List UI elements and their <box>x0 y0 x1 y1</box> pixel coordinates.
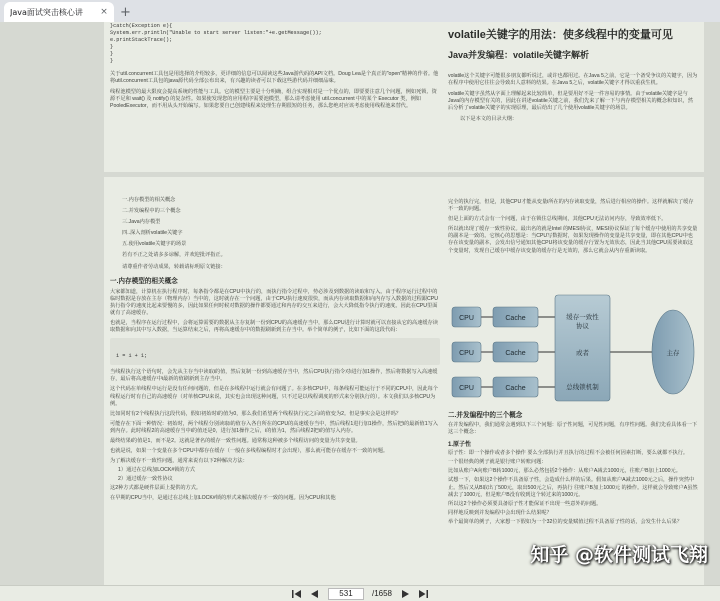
paragraph: 以下是本文的目录大纲： <box>460 116 518 123</box>
paragraph: 可能存在下面一种情况：初始时，两个线程分别读取i的值存入各自所在的CPU的高速缓存当中，然后线程1进行加1操作，然后把i的最新值1写入到内存。此时线程2的高速缓存当中i的值还是0，进行加1操作之后，i的值为1，然后线程2把i的值写入内存。 <box>110 420 438 434</box>
toc-note: 若有不正之处请多多谅解，并欢迎批评指正。 <box>122 252 226 259</box>
paragraph: 为了解决缓存不一致性问题，通常来说有以下2种解决方法： <box>110 458 248 465</box>
page-right-column <box>448 22 698 172</box>
svg-text:CPU: CPU <box>459 315 474 322</box>
new-tab-button[interactable]: + <box>120 5 131 20</box>
table-of-contents <box>110 177 440 271</box>
last-page-button[interactable] <box>418 589 428 599</box>
code-block <box>110 338 440 365</box>
article-subtitle: Java并发编程：volatile关键字解析 <box>448 50 590 60</box>
toc-item[interactable]: 四..深入剖析volatile关键字 <box>122 230 183 237</box>
paragraph: 一个很经典的例子就是银行账户转账问题： <box>448 459 547 466</box>
protocol-label: 缓存一致性协议 <box>566 313 599 330</box>
paragraph: 试想一下，如果这2个操作不具备原子性，会造成什么样的后果。假如从账户A减去1000元之后，操作突然中止。然后又从B取出了500元，取出500元之后，再执行 往账户B加上1000元 的操作。这样就会导致账户A虽然减去了1000元，但是账户B没有收到这个转过来的1000元。 <box>448 477 698 498</box>
browser-tab[interactable] <box>4 2 114 22</box>
page-right-column <box>448 177 698 585</box>
code-line: } <box>110 51 114 57</box>
paragraph: 当线程执行这个语句时，会先从主存当中读取i的值，然后复制一份到高速缓存当中，然后CPU执行指令对i进行加1操作，然后将数据写入高速缓存，最后将高速缓存中i最新的值刷新到主存当中。 <box>110 369 438 383</box>
page-left-column <box>110 22 440 172</box>
code-line: System.err.println("Unable to start server listen:"+e.getMessage()); <box>110 30 322 36</box>
page-left-column <box>110 177 440 585</box>
paragraph: 完全的执行完，但是，其他CPU才能从变量i所在的内存读取变量，然后进行相应的操作。这样就解决了缓存不一致的问题。 <box>448 199 694 213</box>
main-memory-ellipse <box>652 310 694 394</box>
close-tab-icon[interactable]: × <box>100 7 108 17</box>
cache-coherence-diagram <box>448 293 698 403</box>
prev-page-icon <box>311 590 318 598</box>
list-item: 1）通过在总线加LOCK#锁的方式 <box>118 467 195 474</box>
paragraph: volatile关键字虽然从字面上理解起来比较简单，但是要用好不是一件容易的事情。由于volatile关键字是与Java的内存模型有关的，因此在讲述volatile关键之前，我们先来了解一下与内存模型相关的概念和知识，然后分析了volatile关键字的实现原理，最后给出了几个使用volatile关键字的场景。 <box>448 91 693 112</box>
last-page-icon <box>419 590 428 598</box>
svg-text:Cache: Cache <box>505 385 526 392</box>
paragraph: volatile这个关键字可能很多朋友都听说过，或许也都用过。在Java 5之前，它是一个备受争议的关键字，因为在程序中使用它往往会导致出人意料的结果。在Java 5之后，volatile关键字才得以重获生机。 <box>448 73 698 87</box>
total-pages-label: /1658 <box>371 589 393 598</box>
bus-lock-label: 总线锁机制 <box>566 383 599 391</box>
paragraph: 这个代码在单线程中运行是没有任何问题的，但是在多线程中运行就会有问题了。在多核CPU中，每条线程可能运行于不同的CPU中，因此每个线程运行时有自己的高速缓存（对单核CPU来说，其实也会出现这种问题，只不过是以线程调度的形式来分别执行的）。本文我们以多核CPU为例。 <box>110 386 438 407</box>
cpu-box <box>452 307 481 327</box>
toc-item[interactable]: 三.Java内存模型 <box>122 219 161 226</box>
paragraph: 所以这2个操作必须要具备原子性才能保证不出现一些意外的问题。 <box>448 500 602 507</box>
first-page-button[interactable] <box>292 589 302 599</box>
code-line: e.printStackTrace(); <box>110 37 173 43</box>
paragraph: 线程池模型的最大限度会提高系统的性能与工具。它的模型主要是十分明确，组合实现相对是一个优点的，即要要注意几个问题，例如死锁、资源不足和 wait() 及 notify() 的复杂性。如果使发现您的应用程序需要池模型，那么请考虑使用 util.concurrent 中的某个 Executor 类，例如 PooledExecutor，而不用从头开始编写。如果您要自已创建线程来处理生存期很短的任务，那么您绝对应该考虑使用线程池来替代。 <box>110 89 437 110</box>
svg-text:Cache: Cache <box>505 350 526 357</box>
cache-box <box>493 342 538 362</box>
paragraph: 同样地反映到并发编程中会出现什么结果呢？ <box>448 509 552 516</box>
paragraph: 所以就出现了缓存一致性协议。最出名的就是Intel 的MESI协议，MESI协议保证了每个缓存中使用的共享变量的副本是一致的。它核心的思想是：当CPU写数据时，如果发现操作的变量是共享变量，即在其他CPU中也存在该变量的副本，会发出信号通知其他CPU将该变量的缓存行置为无效状态，因此当其他CPU需要读取这个变量时，发现自己缓存中缓存该变量的缓存行是无效的，那么它就会从内存重新读取。 <box>448 226 698 254</box>
section2 <box>448 409 698 526</box>
prev-page-button[interactable] <box>310 589 320 599</box>
pdf-page-current <box>104 177 704 585</box>
paragraph: 关于util.concurrent工具包是用选择的介绍较多，更详细的信息可以阅读这些Java游代码的API文档。Doug Lea是个真正的"open"精神的作者。他将util.concurrent工具包的java源代码全部公布出来，有兴趣的读者可以下载这些游代码并细细品味。 <box>110 71 439 85</box>
page-number-input[interactable]: 531 <box>328 588 364 600</box>
paragraph: 举个最简单的例子，大家想一下假如为一个32位的变量赋值过程不具备原子性的话，会发生什么后果？ <box>448 518 683 525</box>
code-line: } <box>110 58 114 64</box>
svg-text:Cache: Cache <box>505 315 526 322</box>
paragraph: 在早期的CPU当中，是通过在总线上加LOCK#锁的形式来解决缓存不一致的问题。因为CPU和其他 <box>110 494 336 501</box>
first-page-icon <box>292 590 301 598</box>
cache-box <box>493 307 538 327</box>
code-line: } <box>110 44 114 50</box>
paragraph: 原子性：即一个操作或者多个操作 要么全部执行并且执行的过程不会被任何因素打断，要么就都不执行。 <box>448 450 689 457</box>
list-item: 2）通过缓存一致性协议 <box>118 476 173 483</box>
paragraph: 但是上面的方式会有一个问题，由于在锁住总线期间，其他CPU无法访问内存，导致效率低下。 <box>448 216 667 223</box>
code-line: }catch(Exception e){ <box>110 23 173 29</box>
pdf-page-prev <box>104 22 704 172</box>
toc-item[interactable]: 五.使用volatile关键字的场景 <box>122 241 187 248</box>
paragraph: 这2种方式都是硬件层面上提供的方式。 <box>110 485 202 492</box>
toc-item[interactable]: 二.并发编程中的三个概念 <box>122 208 181 215</box>
watermark-text: 知乎 @软件测试飞翔 <box>530 544 708 566</box>
svg-text:CPU: CPU <box>459 350 474 357</box>
next-page-button[interactable] <box>400 589 410 599</box>
svg-text:CPU: CPU <box>459 385 474 392</box>
cache-box <box>493 377 538 397</box>
paragraph: 比如同时有2个线程执行这段代码，假如初始时i的值为0，那么我们希望两个线程执行完之后i的值变为2。但是事实会是这样吗？ <box>110 410 402 417</box>
paragraph: 在并发编程中，我们通常会遇到以下三个问题：原子性问题，可见性问题，有序性问题。我们先看具体看一下这三个概念： <box>448 422 698 436</box>
next-page-icon <box>402 590 409 598</box>
subsection-heading: 1.原子性 <box>448 442 472 449</box>
paragraph: 大家都知道，计算机在执行程序时，每条指令都是在CPU中执行的，而执行指令过程中，势必涉及到数据的读取和写入。由于程序运行过程中的临时数据是存放在主存（物理内存）当中的，这时就存在一个问题，由于CPU执行速度很快，而从内存读取数据和向内存写入数据的过程跟CPU执行指令的速度比起来要慢的多，因此如果任何时候对数据的操作都要通过和内存的交互来进行，会大大降低指令执行的速度。因此在CPU里面就有了高速缓存。 <box>110 288 438 316</box>
pdf-viewer[interactable] <box>0 22 720 585</box>
toc-note: 请尊重作者劳动成果，转载请标明原文链接： <box>122 263 226 270</box>
article-title: volatile关键字的用法：使多线程中的变量可见 <box>448 29 673 41</box>
toc-item[interactable]: 一.内存模型的相关概念 <box>122 197 176 203</box>
paragraph: 也就是，当程序在运行过程中，会将运算需要的数据从主存复制一份到CPU的高速缓存当中，那么CPU进行计算时就可以直接从它的高速缓存读取数据和向其中写入数据，当运算结束之后，再将高速缓存中的数据刷新到主存当中。举个简单的例子，比如下面的这段代码： <box>110 320 438 334</box>
code-line: i = i + 1; <box>116 353 148 360</box>
coherence-protocol-box <box>555 295 610 401</box>
cpu-box <box>452 377 481 397</box>
section-heading: 一.内存模型的相关概念 <box>110 277 178 285</box>
svg-text:主存: 主存 <box>666 349 680 357</box>
or-label: 或者 <box>576 349 589 357</box>
paragraph: 最终结果i的值是1，而不是2。这就是著名的缓存一致性问题。通常称这种被多个线程访问的变量为共享变量。 <box>110 437 361 444</box>
tab-title: Java面试突击核心讲 <box>10 7 83 17</box>
paragraph: 也就是说，如果一个变量在多个CPU中都存在缓存（一般在多线程编程时才会出现），那么就可能存在缓存不一致的问题。 <box>110 448 389 455</box>
paragraph: 比如从账户A向账户B转1000元，那么必然包括2个操作：从账户A减去1000元，往账户B加上1000元。 <box>448 468 681 475</box>
cpu-box <box>452 342 481 362</box>
pdf-nav-toolbar <box>0 585 720 601</box>
section-heading: 二.并发编程中的三个概念 <box>448 412 523 419</box>
code-snippet <box>110 22 440 65</box>
browser-tab-bar <box>0 0 720 22</box>
